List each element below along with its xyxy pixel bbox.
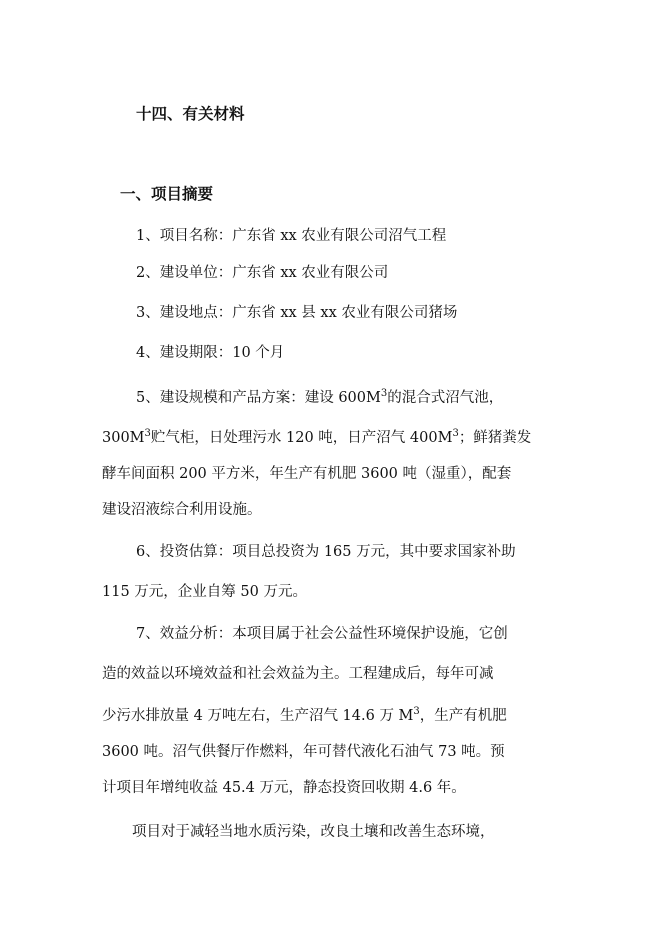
item7-line2: 造的效益以环境效益和社会效益为主。工程建成后，每年可减 — [102, 666, 494, 682]
item5-line1 — [136, 388, 503, 408]
item5-text-e: ；鲜猪粪发 — [458, 430, 532, 446]
item-construction-period: 4、建设期限：10 个月 — [136, 345, 285, 361]
section-title: 十四、有关材料 — [136, 104, 245, 123]
item-construction-site: 3、建设地点：广东省 xx 县 xx 农业有限公司猪场 — [136, 305, 458, 321]
item-project-name: 1、项目名称：广东省 xx 农业有限公司沼气工程 — [136, 228, 447, 244]
item7-line5: 计项目年增纯收益 45.4 万元，静态投资回收期 4.6 年。 — [102, 780, 466, 796]
item6-line2: 115 万元，企业自筹 50 万元。 — [102, 584, 307, 600]
item5-text-b: 的混合式沼气池， — [387, 390, 504, 406]
item5-line4: 建设沼液综合利用设施。 — [102, 502, 262, 518]
superscript-3: 3 — [380, 388, 388, 399]
item5-text-a: 5、建设规模和产品方案：建设 600M — [136, 390, 381, 406]
item7-line4: 3600 吨。沼气供餐厅作燃料，年可替代液化石油气 73 吨。预 — [102, 744, 505, 760]
subsection-title: 一、项目摘要 — [120, 184, 214, 203]
item6-line1: 6、投资估算：项目总投资为 165 万元，其中要求国家补助 — [136, 544, 516, 560]
item7-text-a: 少污水排放量 4 万吨左右，生产沼气 14.6 万 M — [102, 708, 414, 724]
item5-line3: 酵车间面积 200 平方米，年生产有机肥 3600 吨（湿重），配套 — [102, 466, 512, 482]
superscript-3: 3 — [144, 428, 151, 439]
item7-line3 — [102, 706, 507, 726]
item-construction-unit: 2、建设单位：广东省 xx 农业有限公司 — [136, 265, 389, 281]
item5-text-c: 300M — [102, 430, 145, 446]
superscript-3: 3 — [413, 706, 420, 717]
item7-text-b: ，生产有机肥 — [419, 708, 507, 724]
superscript-3: 3 — [452, 428, 459, 439]
item5-line2 — [102, 428, 531, 448]
closing-paragraph-line: 项目对于减轻当地水质污染，改良土壤和改善生态环境， — [132, 824, 495, 840]
item5-text-d: 贮气柜，日处理污水 120 吨，日产沼气 400M — [150, 430, 453, 446]
item7-line1: 7、效益分析：本项目属于社会公益性环境保护设施，它创 — [136, 626, 508, 642]
